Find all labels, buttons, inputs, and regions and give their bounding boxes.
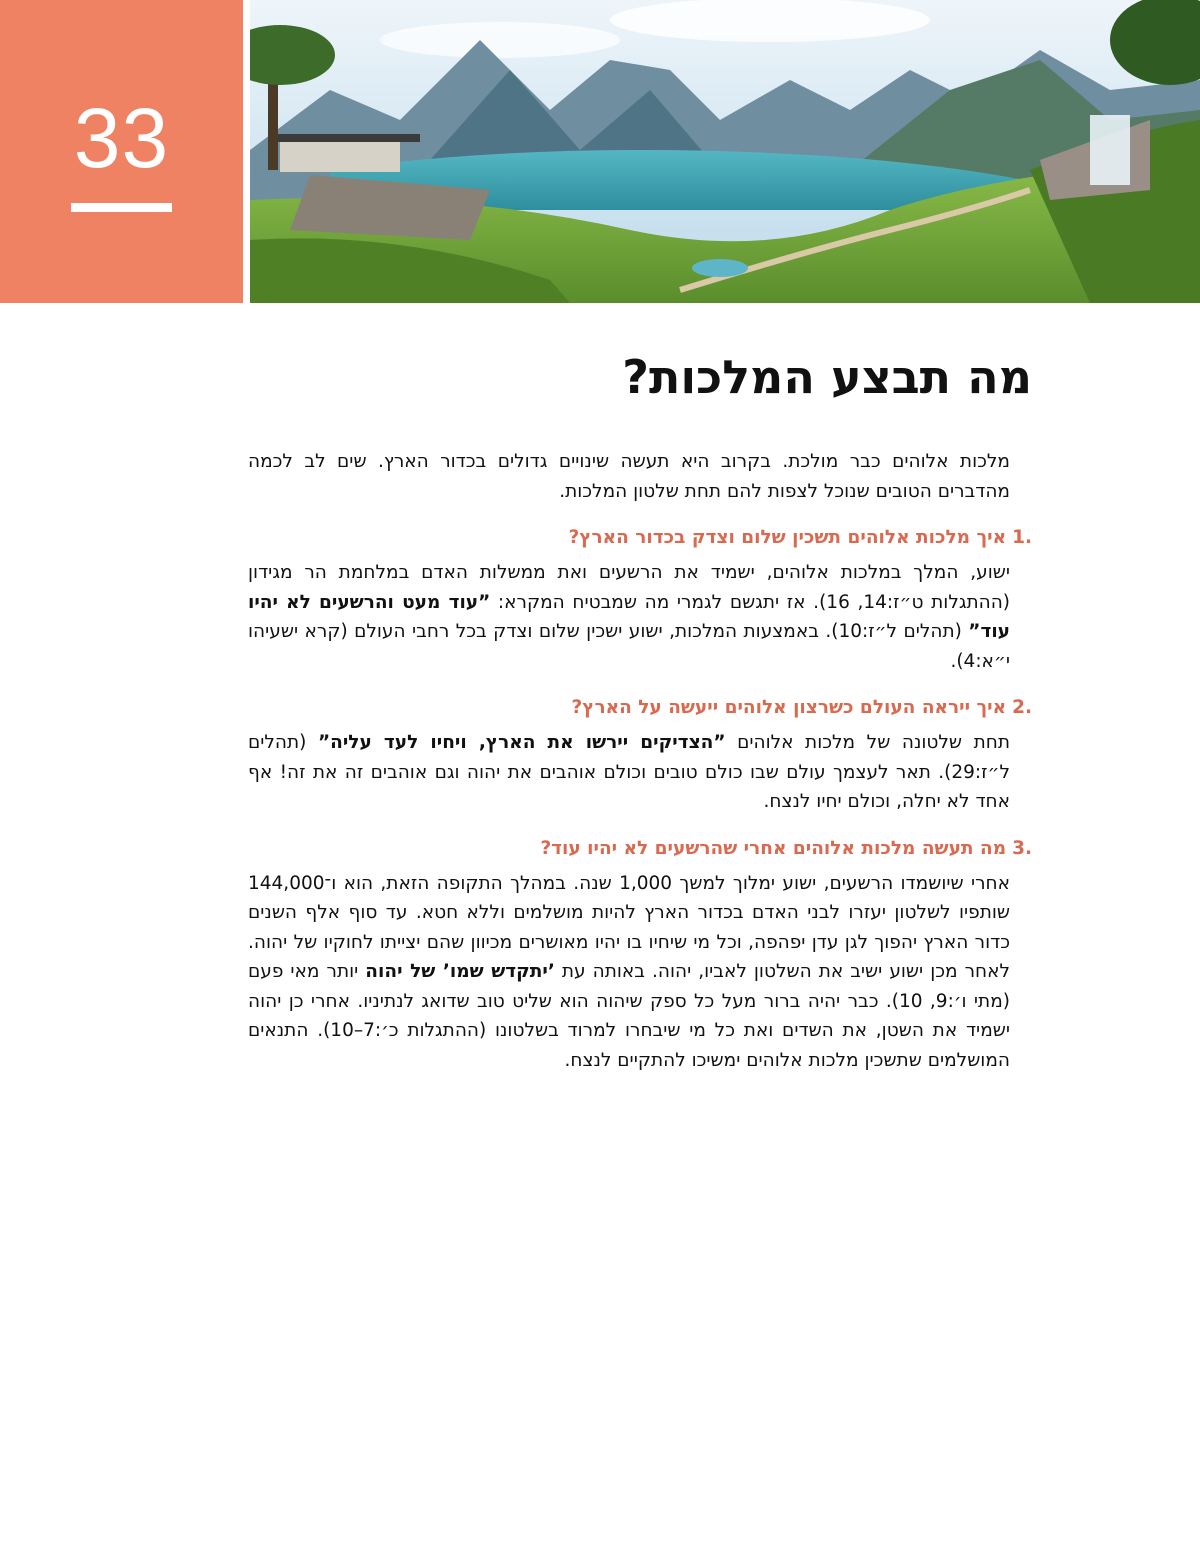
section-question <box>248 694 1032 722</box>
page-title: מה תבצע המלכות? <box>622 350 1032 404</box>
scripture-quote: ”הצדיקים יירשו את הארץ, ויחיו לעד עליה” <box>317 732 726 753</box>
section-1 <box>248 524 1032 676</box>
section-question <box>248 835 1032 863</box>
section-question-text: מה תעשה מלכות אלוהים אחרי שהרשעים לא יהיו עוד? <box>540 837 1007 859</box>
intro-paragraph: מלכות אלוהים כבר מולכת. בקרוב היא תעשה שינויים גדולים בכדור הארץ. שים לב לכמה מהדברים הטובים שנוכל לצפות להם תחת שלטון המלכות. <box>248 451 1010 502</box>
scripture-quote: ”עוד מעט והרשעים לא יהיו עוד” <box>248 591 1011 642</box>
lesson-number: 33 <box>73 91 170 185</box>
answer-text: יותר מאי פעם (מתי ו׳:9, 10). כבר יהיה ברור מעל כל ספק שיהוה הוא שליט טוב שדואג לנתיניו. אחרי כן יהוה ישמיד את השטן, את השדים ואת כל מי שיבחרו למרוד בשלטונו (ההתגלות כ׳:7–10). התנאים המושלמים שתשכין מלכות אלוהים ימשיכו להתקיים לנצח. <box>248 961 1010 1071</box>
section-number: 3. <box>1012 837 1032 859</box>
answer-text: (תהלים ל״ז:10). באמצעות המלכות, ישוע ישכין שלום וצדק בכל רחבי העולם (קרא ישעיהו י״א:4). <box>248 621 1010 672</box>
hero-illustration <box>250 0 1200 303</box>
scripture-quote: ’יתקדש שמו’ של יהוה <box>365 961 555 982</box>
answer-text: אחרי שיושמדו הרשעים, ישוע ימלוך למשך 1,000 שנה. במהלך התקופה הזאת, הוא ו־144,000 שותפיו לשלטון יעזרו לבני האדם בכדור הארץ להיות מושלמים וללא חטא. עד סוף אלף השנים כדור הארץ יהפוך לגן עדן יפהפה, וכל מי שיחיו בו יהיו מאושרים מכיוון שהם יצייתו לחוקיו של יהוה. לאחר מכן ישוע ישיב את השלטון לאביו, יהוה. באותה עת <box>248 872 1010 982</box>
section-question-text: איך מלכות אלוהים תשכין שלום וצדק בכדור הארץ? <box>568 527 1007 548</box>
section-3 <box>248 835 1032 1076</box>
answer-text: תחת שלטונה של מלכות אלוהים <box>725 732 1010 753</box>
lesson-number-underline <box>71 203 172 212</box>
section-question <box>248 524 1032 552</box>
landscape-illustration <box>250 0 1200 303</box>
lesson-number-box <box>0 0 243 303</box>
answer-text: ישוע, המלך במלכות אלוהים, ישמיד את הרשעים ואת ממשלות האדם במלחמת הר מגידון (ההתגלות ט״ז:14, 16). אז יתגשם לגמרי מה שמבטיח המקרא: <box>248 562 1011 613</box>
section-2 <box>248 694 1032 817</box>
section-number: 1. <box>1012 527 1032 548</box>
section-number: 2. <box>1012 697 1032 718</box>
answer-text: (תהלים ל״ז:29). תאר לעצמך עולם שבו כולם טובים וכולם אוהבים את יהוה וגם אוהבים זה את זה! אף אחד לא יחלה, וכולם יחיו לנצח. <box>248 732 1010 812</box>
section-answer <box>248 728 1010 817</box>
section-answer <box>248 869 1010 1076</box>
section-question-text: איך ייראה העולם כשרצון אלוהים ייעשה על הארץ? <box>571 697 1007 718</box>
lesson-content <box>248 447 1032 1075</box>
section-answer <box>248 558 1010 676</box>
